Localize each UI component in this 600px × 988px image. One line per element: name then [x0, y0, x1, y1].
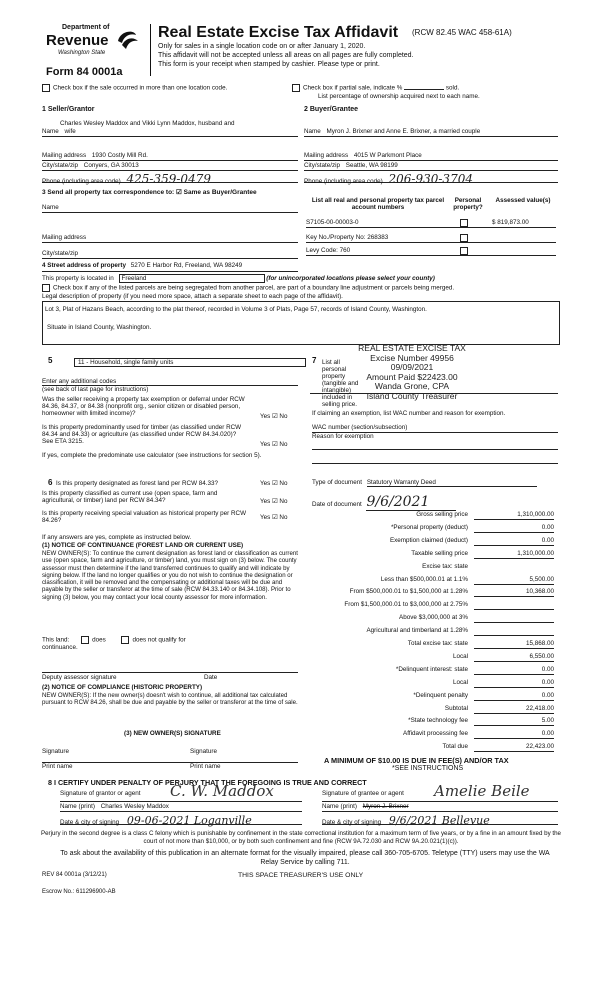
- current-use-yes-no[interactable]: Yes ☑ No: [260, 498, 288, 505]
- rev-code: REV 84 0001a (3/12/21): [42, 872, 107, 878]
- tax-row: [300, 611, 558, 624]
- tax-row: [300, 676, 558, 689]
- tax-row: [300, 727, 558, 740]
- forest-question: Is this property designated as forest land per RCW 84.33? Yes ☑ No: [56, 480, 288, 487]
- doc-type-value[interactable]: Statutory Warranty Deed: [367, 479, 537, 487]
- section7-text: List all personal property (tangible and intangible) included in selling price.: [322, 359, 359, 408]
- historic-heading: (2) NOTICE OF COMPLIANCE (HISTORIC PROPERTY): [42, 684, 203, 691]
- grantee-city-value[interactable]: Seattle, WA 98199: [345, 162, 398, 169]
- dept-line2: Revenue: [46, 32, 109, 49]
- header-sub2: This affidavit will not be accepted unless all areas on all pages are fully completed.: [158, 52, 414, 59]
- grantor-date-city: 09-06-2021 Loganville: [126, 814, 252, 827]
- section1-heading: 1 Seller/Grantor: [42, 106, 95, 113]
- tax-row-value[interactable]: 22,423.00: [474, 743, 554, 752]
- grantor-print-row[interactable]: Name (print) Charles Wesley Maddox: [60, 803, 302, 812]
- header-sub3: This form is your receipt when stamped by cashier. Please type or print.: [158, 61, 380, 68]
- corr-mailing-row: Mailing address: [42, 234, 298, 243]
- tax-row-label: Gross selling price: [416, 511, 468, 518]
- form-number: Form 84 0001a: [46, 66, 123, 78]
- grantee-date-city: 9/6/2021 Bellevue: [388, 814, 490, 827]
- page-title: Real Estate Excise Tax Affidavit: [158, 24, 399, 41]
- continuance-word: continuance.: [42, 644, 78, 651]
- continuance-body: NEW OWNER(S): To continue the current designation as forest land or classification as current use (open space, farm and agriculture, or timber) land, you must sign on (3) below. The county assessor must then determine if the land transferred continues to qualify and will indicate by signing below. If the land no longer qualifies or you do not wish to continue the designation or classification, it will be removed and the compensating or additional taxes will be due and payable by the seller or transferor at the time of sale (RCW 84.33.140 or 84.34.108). Prior to signing (3) below, you may contact your local county assessor for more information.: [42, 550, 298, 601]
- grantor-phone-row: Phone (including area code) 425-359-0479: [42, 172, 298, 183]
- tax-row-value[interactable]: 0.00: [474, 679, 554, 688]
- tax-row-value[interactable]: 5.00: [474, 717, 554, 726]
- tax-row-label: Total due: [442, 743, 468, 751]
- grantor-sig-row[interactable]: Signature of grantor or agent C. W. Maddox: [60, 790, 302, 802]
- tax-row-value[interactable]: 22,418.00: [474, 705, 554, 714]
- continuance-heading: (1) NOTICE OF CONTINUANCE (FOREST LAND OR CURRENT USE): [42, 542, 244, 549]
- grantor-name-row: Name wife: [42, 128, 298, 137]
- tax-row-label: Local: [452, 652, 468, 660]
- corr-name-row: Name: [42, 204, 298, 213]
- legal-desc-line1: Lot 3, Plat of Hazans Beach, according to the plat thereof, recorded in Volume 3 of Plats, Page 57, records of Island County, Washington.: [45, 306, 427, 313]
- tax-row: [300, 598, 558, 611]
- parcel-row-3: Levy Code: 760: [306, 247, 556, 256]
- tax-row: [300, 663, 558, 676]
- tax-row-value[interactable]: 15,868.00: [474, 640, 554, 649]
- tax-row: [300, 508, 558, 521]
- tax-row-label: *Delinquent interest: state: [395, 665, 468, 673]
- tax-row-label: *State technology fee: [408, 717, 468, 725]
- grantee-name-value[interactable]: Myron J. Brixner and Anne E. Brixner, a married couple: [326, 128, 481, 135]
- checkbox[interactable]: [81, 636, 89, 644]
- reason-line-1[interactable]: [312, 448, 558, 450]
- forest-yes-no[interactable]: Yes ☑ No: [260, 480, 288, 487]
- tax-row-value[interactable]: 0.00: [474, 730, 554, 739]
- tax-row-value[interactable]: 1,310,000.00: [474, 511, 554, 520]
- calculator-note: If yes, complete the predominate use calculator (see instructions for section 5).: [42, 452, 262, 459]
- checkbox[interactable]: [121, 636, 129, 644]
- personal-checkbox[interactable]: [460, 219, 468, 227]
- grantee-name-row: Name Myron J. Brixner and Anne E. Brixner, a married couple: [304, 128, 558, 137]
- tax-row-label: Excise tax: state: [422, 562, 468, 570]
- tax-row-label: Agricultural and timberland at 1.28%: [366, 627, 468, 635]
- street-address-value[interactable]: 5270 E Harbor Rd, Freeland, WA 98249: [130, 262, 243, 269]
- tax-row-value[interactable]: [474, 627, 554, 636]
- tax-row: [300, 573, 558, 586]
- doc-type-row: Type of document Statutory Warranty Deed: [312, 479, 558, 487]
- parcel-row-1: S7105-00-00003-0 $ 819,873.00: [306, 219, 556, 228]
- located-row: This property is located in Freeland (for unincorporated locations please select your county): [42, 275, 435, 282]
- tax-row-value[interactable]: [474, 614, 554, 623]
- grantor-mailing-row: Mailing address 1930 Costly Mill Rd.: [42, 152, 298, 161]
- section2-heading: 2 Buyer/Grantee: [304, 106, 359, 113]
- section6-heading: 6: [48, 478, 53, 487]
- tax-row-value[interactable]: 6,550.00: [474, 653, 554, 662]
- tax-row-value[interactable]: 0.00: [474, 537, 554, 546]
- tax-row-value[interactable]: 5,500.00: [474, 576, 554, 585]
- personal-property-line[interactable]: [310, 392, 558, 394]
- minimum-note: A MINIMUM OF $10.00 IS DUE IN FEE(S) AND/OR TAX: [324, 756, 509, 765]
- grantor-city-value[interactable]: Conyers, GA 30013: [83, 162, 139, 169]
- exemption-claim-text: If claiming an exemption, list WAC number and reason for exemption.: [312, 410, 506, 417]
- grantor-name-value1: Charles Wesley Maddox and Vikki Lynn Maddox, husband and: [60, 120, 235, 127]
- historic-body: NEW OWNER(S): If the new owner(s) doesn't wish to continue, all additional tax calculated pursuant to RCW 84.26, shall be due and payable by the seller or transferor at the time of sale.: [42, 692, 298, 707]
- tax-row: [300, 547, 558, 560]
- legal-desc-label: Legal description of property (if you need more space, attach a separate sheet to each page of the affidavit).: [42, 293, 343, 300]
- exemption-yes-no[interactable]: Yes ☑ No: [260, 413, 288, 420]
- treasurer-space: THIS SPACE TREASURER'S USE ONLY: [238, 872, 364, 879]
- tax-row-value[interactable]: 0.00: [474, 692, 554, 701]
- wac-row[interactable]: WAC number (section/subsection): [312, 424, 558, 433]
- historic-question: Is this property receiving special valuation as historical property per RCW 84.26? Yes ☑ No: [42, 510, 288, 524]
- tax-row-label: From $500,000.01 to $1,500,000 at 1.28%: [349, 588, 468, 596]
- owner-print-row[interactable]: Print name Print name: [42, 762, 298, 770]
- escrow-number: Escrow No.: 611296900-AB: [42, 889, 116, 895]
- doc-date-row: Date of document 9/6/2021: [312, 494, 558, 511]
- tax-row-label: *Delinquent penalty: [413, 691, 468, 699]
- grantor-signature: C. W. Maddox: [170, 782, 274, 800]
- grantee-phone-value[interactable]: 206-930-3704: [388, 172, 473, 186]
- tax-row-value[interactable]: 1,310,000.00: [474, 550, 554, 559]
- grantee-city-row: City/state/zip Seattle, WA 98199: [304, 162, 558, 171]
- partial-sale-check[interactable]: Check box if partial sale, indicate % sold.: [292, 84, 459, 92]
- perjury-notice: Perjury in the second degree is a class C felony which is punishable by confinement in the state correctional institution for a maximum term of five years, or by a fine in an amount fixed by the court of not more than $10,000, or by both such confinement and fine (RCW 9A.72.030 and RCW 9A.20.021(1)(c)).: [40, 830, 561, 845]
- treasurer-stamp: REAL ESTATE EXCISE TAX Excise Number 49956 09/09/2021 Amount Paid $22423.00 Wanda Grone, CPA Island County Treasurer: [358, 343, 466, 401]
- dept-line3: Washington State: [58, 50, 106, 56]
- owner-sig-row[interactable]: Signature Signature: [42, 748, 217, 755]
- tax-row: [300, 740, 558, 753]
- checkbox[interactable]: [42, 84, 50, 92]
- grantee-signature: Amelie Beile: [434, 782, 530, 800]
- multi-location-check[interactable]: Check box if the sale occurred in more than one location code.: [42, 84, 227, 92]
- tax-row: [300, 624, 558, 637]
- grantor-date-row[interactable]: Date & city of signing 09-06-2021 Loganville: [60, 814, 302, 825]
- tax-row-label: Taxable selling price: [411, 549, 468, 557]
- additional-codes-row[interactable]: Enter any additional codes: [42, 378, 298, 386]
- tax-row: [300, 521, 558, 534]
- tax-row-value[interactable]: 0.00: [474, 666, 554, 675]
- corr-city-row: City/state/zip: [42, 250, 298, 259]
- answers-note: If any answers are yes, complete as instructed below.: [42, 534, 192, 541]
- grantor-name-value2[interactable]: wife: [64, 128, 76, 135]
- tax-row-label: Local: [452, 678, 468, 686]
- personal-col-header: Personal property?: [453, 197, 483, 211]
- section7-heading: 7: [312, 356, 317, 365]
- reason-line-2[interactable]: [312, 462, 558, 464]
- checkbox[interactable]: [42, 284, 50, 292]
- deputy-sig-line[interactable]: Deputy assessor signature Date: [42, 672, 298, 681]
- tax-row-label: Above $3,000,000 at 3%: [399, 614, 468, 622]
- tax-row-label: Less than $500,000.01 at 1.1%: [380, 575, 468, 583]
- tax-row: [300, 689, 558, 702]
- alt-format-note: To ask about the availability of this publication in an alternate format for the visually impaired, please call 360-705-6705. Teletype (TTY) users may use the WA Relay Service by calling 711.: [60, 850, 550, 866]
- see-instructions: *SEE INSTRUCTIONS: [392, 765, 464, 772]
- checkbox[interactable]: [292, 84, 300, 92]
- doc-date-value[interactable]: 9/6/2021: [366, 494, 456, 511]
- tax-row: [300, 637, 558, 650]
- parcel-row-2: Key No./Property No: 268383: [306, 234, 556, 243]
- dor-logo: [46, 24, 146, 64]
- grantee-print-name: Myron J. Brixner: [362, 803, 409, 810]
- exemption-question: Was the seller receiving a property tax exemption or deferral under RCW 84.36, 84.37, or 84.38 (nonprofit org., senior citizen or disabled person, homeowner with limited income)? Yes ☑ No: [42, 396, 288, 420]
- parcel-col-header: List all real and personal property tax parcel account numbers: [311, 197, 445, 211]
- tax-row: [300, 714, 558, 727]
- historic-yes-no[interactable]: Yes ☑ No: [260, 514, 288, 521]
- timber-yes-no[interactable]: Yes ☑ No: [260, 441, 288, 448]
- located-select[interactable]: Freeland: [119, 274, 265, 283]
- grantor-city-row: City/state/zip Conyers, GA 30013: [42, 162, 298, 171]
- assessed-col-header: Assessed value(s): [495, 197, 551, 204]
- reason-label: Reason for exemption: [312, 433, 374, 440]
- certify-heading: 8 I CERTIFY UNDER PENALTY OF PERJURY THAT THE FOREGOING IS TRUE AND CORRECT: [48, 778, 367, 787]
- grantee-date-row[interactable]: Date & city of signing 9/6/2021 Bellevue: [322, 814, 558, 825]
- grantee-mailing-row: Mailing address 4015 W Parkmont Place: [304, 152, 558, 161]
- legal-desc-box[interactable]: [42, 301, 560, 345]
- personal-checkbox[interactable]: [460, 234, 468, 242]
- grantee-print-row[interactable]: Name (print) Myron J. Brixner: [322, 803, 558, 812]
- header-sub1: Only for sales in a single location code on or after January 1, 2020.: [158, 43, 366, 50]
- tax-row-label: Total excise tax: state: [407, 640, 468, 647]
- tax-row-label: From $1,500,000.01 to $3,000,000 at 2.75%: [344, 601, 468, 609]
- this-land-row: This land: does does not qualify for: [42, 636, 186, 644]
- tax-row-value[interactable]: [474, 601, 554, 610]
- current-use-question: Is this property classified as current use (open space, farm and agricultural, or timber) land per RCW 84.34? Yes ☑ No: [42, 490, 288, 505]
- tax-row-value[interactable]: 0.00: [474, 524, 554, 533]
- grantor-print-name: Charles Wesley Maddox: [100, 803, 169, 810]
- tax-table: [300, 508, 558, 753]
- washington-logo-icon: [114, 27, 140, 53]
- legal-desc-line2: Situate in Island County, Washington.: [47, 324, 152, 331]
- tax-row-label: Subtotal: [444, 704, 468, 712]
- tax-row-label: *Personal property (deduct): [390, 523, 468, 531]
- tax-row: [300, 560, 558, 573]
- street-address-row: 4 Street address of property 5270 E Harbor Rd, Freeland, WA 98249: [42, 262, 298, 272]
- statute: (RCW 82.45 WAC 458-61A): [412, 28, 512, 37]
- grantee-sig-row[interactable]: Signature of grantee or agent Amelie Beile: [322, 790, 558, 802]
- timber-question: Is this property predominantly used for timber (as classified under RCW 84.34 and 84.33) or agriculture (as classified under RCW 84.34.020)? See ETA 3215. Yes ☑ No: [42, 424, 288, 448]
- tax-row: [300, 702, 558, 715]
- header-divider: [150, 24, 151, 76]
- use-code-select[interactable]: 11 - Household, single family units: [74, 358, 306, 367]
- tax-row-label: Exemption claimed (deduct): [389, 536, 468, 544]
- codes-note: (see back of last page for instructions): [42, 386, 149, 393]
- grantee-mailing-value[interactable]: 4015 W Parkmont Place: [353, 152, 422, 159]
- grantor-mailing-value[interactable]: 1930 Costly Mill Rd.: [91, 152, 148, 159]
- personal-checkbox[interactable]: [460, 247, 468, 255]
- segregated-check[interactable]: Check box if any of the listed parcels are being segregated from another parcel, are part of a boundary line adjustment or parcels being merged.: [42, 284, 562, 292]
- tax-row: [300, 534, 558, 547]
- grantee-phone-row: Phone (including area code) 206-930-3704: [304, 172, 558, 183]
- list-pct-note: List percentage of ownership acquired next to each name.: [318, 93, 480, 100]
- tax-row-value[interactable]: 10,368.00: [474, 588, 554, 597]
- tax-row-label: Affidavit processing fee: [403, 730, 468, 738]
- section5-heading: 5: [48, 356, 53, 365]
- grantor-phone-value[interactable]: 425-359-0479: [126, 172, 211, 186]
- dept-line1: Department of: [62, 24, 110, 31]
- section3-heading: 3 Send all property tax correspondence to: ☑ Same as Buyer/Grantee: [42, 189, 257, 196]
- tax-row: [300, 585, 558, 598]
- owner-sig-heading: (3) NEW OWNER(S) SIGNATURE: [124, 730, 221, 737]
- tax-row: [300, 650, 558, 663]
